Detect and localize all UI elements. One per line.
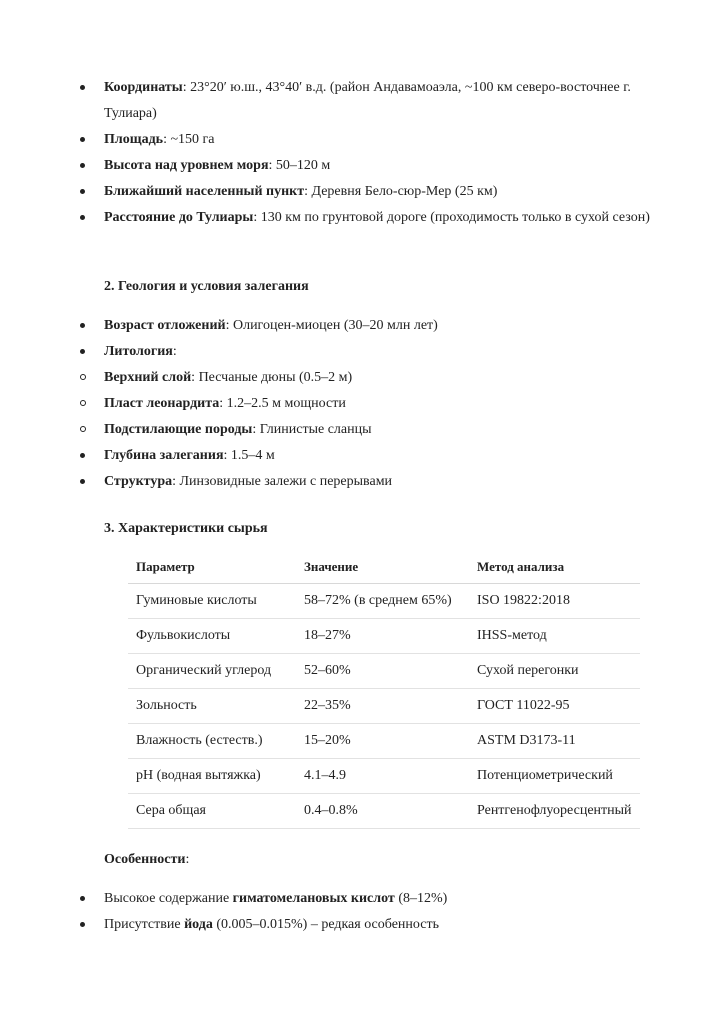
table-cell: Зольность — [128, 689, 296, 724]
list-item: Присутствие йода (0.005–0.015%) – редкая особенность — [0, 912, 724, 938]
table-cell: Потенциометрический — [469, 759, 640, 794]
bullet-disc-icon — [80, 339, 96, 365]
table-cell: Органический углерод — [128, 654, 296, 689]
list-item: Структура: Линзовидные залежи с перерывами — [0, 469, 724, 495]
item-value: Песчаные дюны (0.5–2 м) — [198, 370, 353, 385]
item-value: 1.2–2.5 м мощности — [226, 396, 346, 411]
list-item: Площадь: ~150 га — [0, 127, 724, 153]
item-label: Возраст отложений — [104, 318, 226, 333]
bullet-disc-icon — [80, 886, 96, 912]
table-cell: 22–35% — [296, 689, 469, 724]
table-cell: Гуминовые кислоты — [128, 584, 296, 619]
list-item: Подстилающие породы: Глинистые сланцы — [0, 417, 724, 443]
item-value: 1.5–4 м — [230, 448, 275, 463]
geology-list — [0, 313, 724, 495]
table-cell: 18–27% — [296, 619, 469, 654]
table-cell: 15–20% — [296, 724, 469, 759]
item-label: Расстояние до Тулиары — [104, 210, 254, 225]
bullet-disc-icon — [80, 443, 96, 469]
bullet-disc-icon — [80, 912, 96, 938]
list-item: Ближайший населенный пункт: Деревня Бело-сюр-Мер (25 км) — [0, 179, 724, 205]
table-cell: pH (водная вытяжка) — [128, 759, 296, 794]
item-label: Площадь — [104, 132, 164, 147]
item-label: Координаты — [104, 80, 183, 95]
table-cell: ГОСТ 11022-95 — [469, 689, 640, 724]
table-row — [128, 584, 640, 619]
item-value: 50–120 м — [275, 158, 331, 173]
bullet-disc-icon — [80, 313, 96, 339]
item-label: Ближайший населенный пункт — [104, 184, 305, 199]
bullet-disc-icon — [80, 153, 96, 179]
bullet-disc-icon — [80, 127, 96, 153]
section-heading-geology: 2. Геология и условия залегания — [104, 279, 309, 294]
list-item: Возраст отложений: Олигоцен-миоцен (30–20 млн лет) — [0, 313, 724, 339]
table-cell: 0.4–0.8% — [296, 794, 469, 829]
table-cell: Сера общая — [128, 794, 296, 829]
table-cell: Влажность (естеств.) — [128, 724, 296, 759]
column-header: Метод анализа — [469, 551, 640, 584]
item-label: Высота над уровнем моря — [104, 158, 269, 173]
list-item: Литология: — [0, 339, 724, 365]
table-row — [128, 689, 640, 724]
table-cell: ASTM D3173-11 — [469, 724, 640, 759]
highlight-text: йода — [184, 917, 213, 932]
table-cell: 4.1–4.9 — [296, 759, 469, 794]
item-label: Верхний слой — [104, 370, 192, 385]
table-cell: ISO 19822:2018 — [469, 584, 640, 619]
bullet-disc-icon — [80, 179, 96, 205]
item-value: Линзовидные залежи с перерывами — [179, 474, 393, 489]
table-cell: 58–72% (в среднем 65%) — [296, 584, 469, 619]
features-heading: Особенности: — [104, 852, 190, 867]
item-value: 130 км по грунтовой дороге (проходимость только в сухой сезон) — [260, 210, 650, 225]
bullet-disc-icon — [80, 205, 96, 231]
item-label: Структура — [104, 474, 173, 489]
bullet-disc-icon — [80, 469, 96, 495]
item-value: Олигоцен-миоцен (30–20 млн лет) — [232, 318, 438, 333]
item-value: 23°20′ ю.ш., 43°40′ в.д. (район Андавамоаэла, ~100 км северо-восточнее г. Тулиара) — [104, 80, 631, 121]
list-item: Высокое содержание гиматомелановых кислот (8–12%) — [0, 886, 724, 912]
table-cell: Фульвокислоты — [128, 619, 296, 654]
table-row — [128, 619, 640, 654]
highlight-text: гиматомелановых кислот — [232, 891, 395, 906]
bullet-circle-icon — [80, 417, 96, 443]
location-list — [0, 75, 724, 231]
item-label: Глубина залегания — [104, 448, 224, 463]
list-item: Координаты: 23°20′ ю.ш., 43°40′ в.д. (район Андавамоаэла, ~100 км северо-восточнее г. Тулиара) — [0, 75, 724, 127]
table-row — [128, 724, 640, 759]
table-cell: Рентгенофлуоресцентный — [469, 794, 640, 829]
item-label: Пласт леонардита — [104, 396, 220, 411]
section-heading-characteristics: 3. Характеристики сырья — [104, 521, 268, 536]
table-row — [128, 759, 640, 794]
list-item: Высота над уровнем моря: 50–120 м — [0, 153, 724, 179]
list-item: Верхний слой: Песчаные дюны (0.5–2 м) — [0, 365, 724, 391]
table-cell: Сухой перегонки — [469, 654, 640, 689]
table-cell: 52–60% — [296, 654, 469, 689]
item-value: Деревня Бело-сюр-Мер (25 км) — [311, 184, 498, 199]
raw-material-table — [128, 551, 640, 829]
list-item: Глубина залегания: 1.5–4 м — [0, 443, 724, 469]
column-header: Параметр — [128, 551, 296, 584]
features-list — [0, 886, 724, 938]
bullet-disc-icon — [80, 75, 96, 101]
item-value: ~150 га — [170, 132, 215, 147]
table-row — [128, 794, 640, 829]
table-header-row — [128, 551, 640, 584]
item-label: Подстилающие породы — [104, 422, 253, 437]
list-item: Расстояние до Тулиары: 130 км по грунтовой дороге (проходимость только в сухой сезон) — [0, 205, 724, 231]
item-label: Литология — [104, 344, 173, 359]
list-item: Пласт леонардита: 1.2–2.5 м мощности — [0, 391, 724, 417]
bullet-circle-icon — [80, 365, 96, 391]
item-value: Глинистые сланцы — [259, 422, 372, 437]
table-cell: IHSS-метод — [469, 619, 640, 654]
column-header: Значение — [296, 551, 469, 584]
bullet-circle-icon — [80, 391, 96, 417]
table-row — [128, 654, 640, 689]
